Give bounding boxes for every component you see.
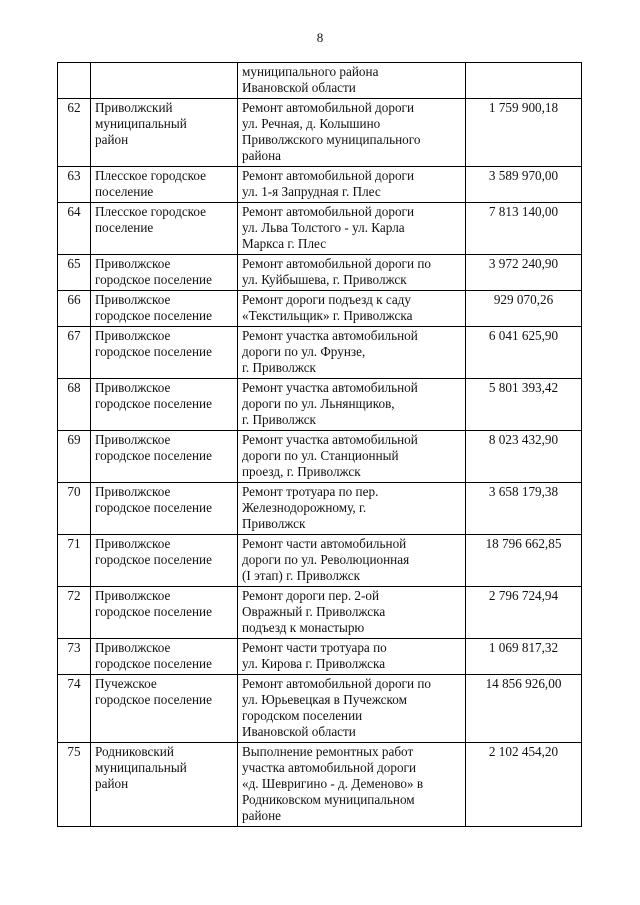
table-row bbox=[58, 99, 582, 167]
row-number-cell bbox=[58, 63, 91, 99]
municipality-cell: Приволжское городское поселение bbox=[91, 291, 238, 327]
amount-cell: 929 070,26 bbox=[466, 291, 582, 327]
description-cell: Ремонт автомобильной дороги ул. Льва Толстого - ул. Карла Маркса г. Плес bbox=[238, 203, 466, 255]
amount-cell: 5 801 393,42 bbox=[466, 379, 582, 431]
row-number-cell: 69 bbox=[58, 431, 91, 483]
description-cell: Ремонт части автомобильной дороги по ул. Революционная (I этап) г. Приволжск bbox=[238, 535, 466, 587]
description-cell: Выполнение ремонтных работ участка автомобильной дороги «д. Шевригино - д. Деменово» в Родниковском муниципальном районе bbox=[238, 743, 466, 827]
description-cell: Ремонт участка автомобильной дороги по ул. Фрунзе, г. Приволжск bbox=[238, 327, 466, 379]
amount-cell: 8 023 432,90 bbox=[466, 431, 582, 483]
description-cell: Ремонт автомобильной дороги по ул. Куйбышева, г. Приволжск bbox=[238, 255, 466, 291]
amount-cell: 3 972 240,90 bbox=[466, 255, 582, 291]
description-cell: Ремонт тротуара по пер. Железнодорожному, г. Приволжск bbox=[238, 483, 466, 535]
amount-cell: 14 856 926,00 bbox=[466, 675, 582, 743]
row-number-cell: 71 bbox=[58, 535, 91, 587]
table-row bbox=[58, 167, 582, 203]
description-cell: Ремонт автомобильной дороги ул. 1-я Запрудная г. Плес bbox=[238, 167, 466, 203]
amount-cell: 3 658 179,38 bbox=[466, 483, 582, 535]
row-number-cell: 74 bbox=[58, 675, 91, 743]
amount-cell: 1 759 900,18 bbox=[466, 99, 582, 167]
row-number-cell: 68 bbox=[58, 379, 91, 431]
municipality-cell: Приволжское городское поселение bbox=[91, 431, 238, 483]
municipality-cell: Приволжское городское поселение bbox=[91, 535, 238, 587]
municipality-cell: Приволжское городское поселение bbox=[91, 255, 238, 291]
row-number-cell: 67 bbox=[58, 327, 91, 379]
description-cell: Ремонт автомобильной дороги по ул. Юрьевецкая в Пучежском городском поселении Ивановской области bbox=[238, 675, 466, 743]
row-number-cell: 75 bbox=[58, 743, 91, 827]
table-row bbox=[58, 675, 582, 743]
municipality-cell: Родниковский муниципальный район bbox=[91, 743, 238, 827]
description-cell: Ремонт части тротуара по ул. Кирова г. Приволжска bbox=[238, 639, 466, 675]
table-row bbox=[58, 743, 582, 827]
municipality-cell: Плесское городское поселение bbox=[91, 203, 238, 255]
row-number-cell: 64 bbox=[58, 203, 91, 255]
page-number: 8 bbox=[316, 30, 324, 45]
table-row bbox=[58, 291, 582, 327]
municipality-cell: Приволжское городское поселение bbox=[91, 327, 238, 379]
amount-cell: 1 069 817,32 bbox=[466, 639, 582, 675]
municipality-cell: Приволжское городское поселение bbox=[91, 379, 238, 431]
description-cell: Ремонт участка автомобильной дороги по ул. Льнянщиков, г. Приволжск bbox=[238, 379, 466, 431]
row-number-cell: 72 bbox=[58, 587, 91, 639]
municipality-cell bbox=[91, 63, 238, 99]
amount-cell: 18 796 662,85 bbox=[466, 535, 582, 587]
table-row bbox=[58, 431, 582, 483]
municipality-cell: Приволжское городское поселение bbox=[91, 639, 238, 675]
table-row bbox=[58, 587, 582, 639]
row-number-cell: 73 bbox=[58, 639, 91, 675]
row-number-cell: 65 bbox=[58, 255, 91, 291]
row-number-cell: 62 bbox=[58, 99, 91, 167]
table-row bbox=[58, 63, 582, 99]
amount-cell bbox=[466, 63, 582, 99]
municipality-cell: Приволжский муниципальный район bbox=[91, 99, 238, 167]
table-row bbox=[58, 379, 582, 431]
table-body bbox=[58, 63, 582, 827]
description-cell: Ремонт участка автомобильной дороги по ул. Станционный проезд, г. Приволжск bbox=[238, 431, 466, 483]
table-row bbox=[58, 483, 582, 535]
description-cell: Ремонт дороги подъезд к саду «Текстильщик» г. Приволжска bbox=[238, 291, 466, 327]
amount-cell: 2 796 724,94 bbox=[466, 587, 582, 639]
amount-cell: 6 041 625,90 bbox=[466, 327, 582, 379]
table-row bbox=[58, 255, 582, 291]
table-row bbox=[58, 639, 582, 675]
row-number-cell: 66 bbox=[58, 291, 91, 327]
table-row bbox=[58, 327, 582, 379]
table-row bbox=[58, 203, 582, 255]
row-number-cell: 70 bbox=[58, 483, 91, 535]
description-cell: Ремонт автомобильной дороги ул. Речная, д. Колышино Приволжского муниципального района bbox=[238, 99, 466, 167]
amount-cell: 3 589 970,00 bbox=[466, 167, 582, 203]
municipality-cell: Приволжское городское поселение bbox=[91, 587, 238, 639]
row-number-cell: 63 bbox=[58, 167, 91, 203]
municipality-cell: Плесское городское поселение bbox=[91, 167, 238, 203]
municipality-cell: Приволжское городское поселение bbox=[91, 483, 238, 535]
table-row bbox=[58, 535, 582, 587]
amount-cell: 7 813 140,00 bbox=[466, 203, 582, 255]
amount-cell: 2 102 454,20 bbox=[466, 743, 582, 827]
road-repair-table bbox=[57, 62, 582, 827]
description-cell: Ремонт дороги пер. 2-ой Овражный г. Приволжска подъезд к монастырю bbox=[238, 587, 466, 639]
description-cell: муниципального района Ивановской области bbox=[238, 63, 466, 99]
municipality-cell: Пучежское городское поселение bbox=[91, 675, 238, 743]
